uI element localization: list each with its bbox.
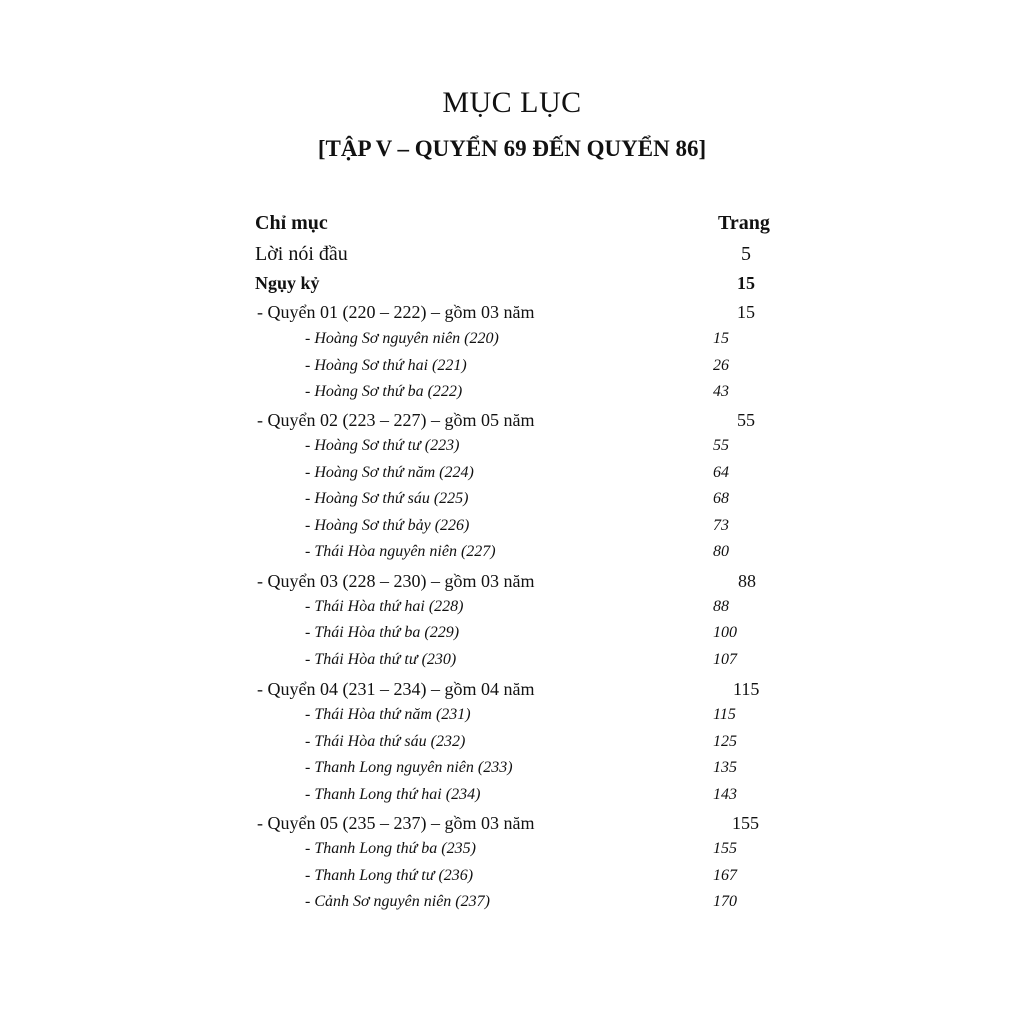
toc-volume-entry (0, 679, 1024, 705)
toc-entry-page: 100 (713, 624, 737, 641)
toc-entry-page: 55 (713, 437, 729, 454)
toc-entry-label: - Thanh Long thứ tư (236) (305, 867, 474, 884)
toc-entry-page: 135 (713, 759, 737, 776)
toc-volume-entry (0, 410, 1024, 436)
toc-entry-label: - Thái Hòa nguyên niên (227) (305, 543, 496, 560)
toc-entry-label: - Thái Hòa thứ năm (231) (305, 706, 471, 723)
toc-entry-page: 15 (737, 273, 755, 293)
toc-entry-label: - Thanh Long thứ ba (235) (305, 840, 476, 857)
toc-subentry (0, 437, 1024, 463)
toc-entry-label: - Quyển 04 (231 – 234) – gồm 04 năm (257, 679, 535, 699)
toc-entry-page: 80 (713, 543, 729, 560)
toc-header (0, 212, 1024, 240)
toc-subentry (0, 759, 1024, 785)
toc-entry-label: - Hoàng Sơ thứ ba (222) (305, 383, 463, 400)
toc-entry-label: - Quyển 01 (220 – 222) – gồm 03 năm (257, 302, 535, 322)
toc-subentry (0, 706, 1024, 732)
toc-subentry (0, 624, 1024, 650)
toc-subentry (0, 867, 1024, 893)
toc-entry-page: 125 (713, 733, 737, 750)
toc-header-label: Chỉ mục (255, 212, 328, 234)
toc-entry-label: Lời nói đầu (255, 243, 348, 265)
toc-subentry (0, 733, 1024, 759)
toc-subentry (0, 543, 1024, 569)
toc-entry (0, 273, 1024, 299)
toc-entry-page: 155 (713, 840, 737, 857)
toc-volume-entry (0, 813, 1024, 839)
toc-entry-label: - Cảnh Sơ nguyên niên (237) (305, 893, 490, 910)
toc-entry-label: - Quyển 05 (235 – 237) – gồm 03 năm (257, 813, 535, 833)
toc-subentry (0, 517, 1024, 543)
toc-subentry (0, 357, 1024, 383)
toc-entry-label: - Thái Hòa thứ ba (229) (305, 624, 460, 641)
page-title: MỤC LỤC (442, 86, 582, 119)
toc-entry-page: 115 (713, 706, 736, 723)
toc-entry-label: - Hoàng Sơ thứ sáu (225) (305, 490, 469, 507)
toc-entry-label: Ngụy kỷ (255, 273, 320, 293)
toc-entry-page: 167 (713, 867, 737, 884)
page-subtitle: [TẬP V – QUYỂN 69 ĐẾN QUYỂN 86] (317, 136, 707, 161)
toc-subentry (0, 651, 1024, 677)
toc-entry-page: 88 (713, 598, 729, 615)
toc-entry-label: - Thái Hòa thứ sáu (232) (305, 733, 466, 750)
toc-header-page: Trang (718, 212, 770, 234)
toc-entry-page: 88 (738, 571, 756, 591)
toc-entry-label: - Hoàng Sơ nguyên niên (220) (305, 330, 499, 347)
toc-entry-page: 73 (713, 517, 729, 534)
toc-entry-page: 15 (737, 302, 755, 322)
toc-entry-page: 64 (713, 464, 729, 481)
toc-entry-page: 26 (713, 357, 729, 374)
toc-entry-label: - Hoàng Sơ thứ tư (223) (305, 437, 460, 454)
toc-entry-page: 115 (733, 679, 760, 699)
toc-entry-label: - Thái Hòa thứ hai (228) (305, 598, 464, 615)
toc-entry-label: - Hoàng Sơ thứ bảy (226) (305, 517, 470, 534)
toc-subentry (0, 893, 1024, 919)
toc-subentry (0, 786, 1024, 812)
toc-entry-page: 15 (713, 330, 729, 347)
toc-entry-page: 5 (741, 243, 751, 265)
toc-subentry (0, 598, 1024, 624)
toc-entry-page: 55 (737, 410, 755, 430)
toc-entry-page: 143 (713, 786, 737, 803)
toc-subentry (0, 840, 1024, 866)
toc-subentry (0, 330, 1024, 356)
toc-entry-label: - Thái Hòa thứ tư (230) (305, 651, 457, 668)
toc-entry-label: - Quyển 02 (223 – 227) – gồm 05 năm (257, 410, 535, 430)
toc-entry-label: - Thanh Long thứ hai (234) (305, 786, 481, 803)
toc-entry-page: 170 (713, 893, 737, 910)
toc-entry-label: - Quyển 03 (228 – 230) – gồm 03 năm (257, 571, 535, 591)
toc-entry-label: - Thanh Long nguyên niên (233) (305, 759, 513, 776)
toc-entry (0, 243, 1024, 269)
toc-subentry (0, 490, 1024, 516)
toc-entry-page: 68 (713, 490, 729, 507)
toc-subentry (0, 464, 1024, 490)
toc-entry-page: 107 (713, 651, 737, 668)
toc-volume-entry (0, 571, 1024, 597)
toc-entry-label: - Hoàng Sơ thứ hai (221) (305, 357, 467, 374)
toc-entry-page: 43 (713, 383, 729, 400)
toc-entry-page: 155 (732, 813, 759, 833)
toc-volume-entry (0, 302, 1024, 328)
toc-subentry (0, 383, 1024, 409)
toc-entry-label: - Hoàng Sơ thứ năm (224) (305, 464, 474, 481)
